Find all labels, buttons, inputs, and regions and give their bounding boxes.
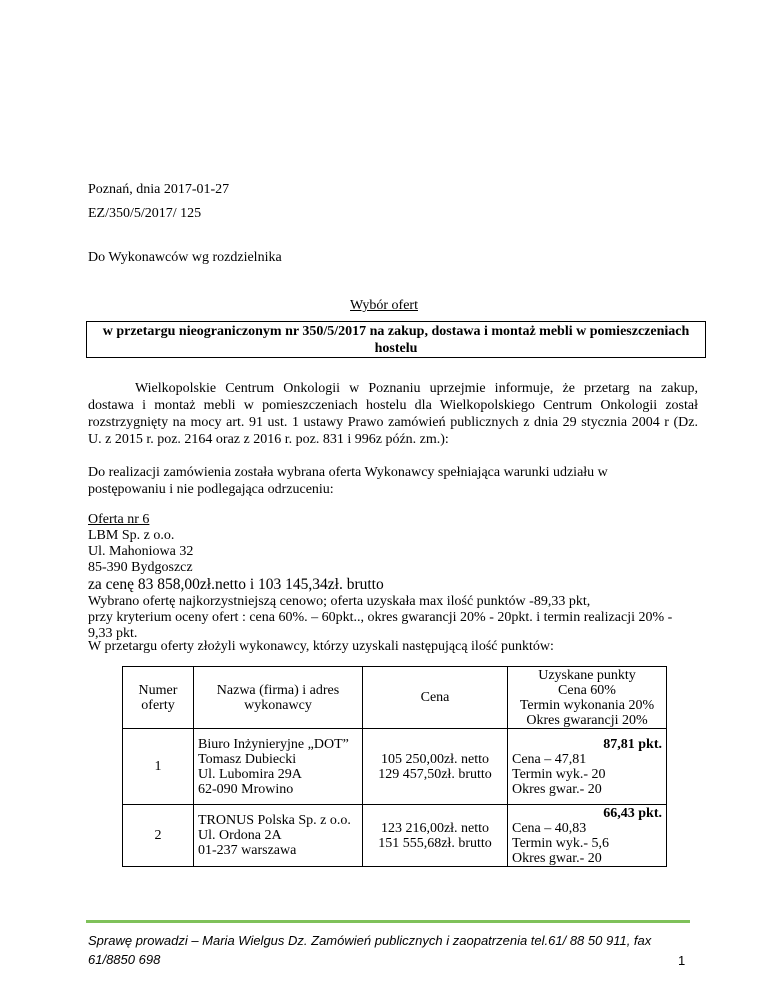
row-2-name-line-1: TRONUS Polska Sp. z o.o. [198, 813, 351, 828]
header-offer-number [123, 667, 194, 729]
row-1-number: 1 [123, 729, 194, 805]
header-price: Cena [363, 667, 508, 729]
intro-line-4: U. z 2015 r. poz. 2164 oraz z 2016 r. poz. 831 i 996z późn. zm.): [88, 432, 449, 447]
row-1-contractor [194, 729, 363, 805]
page-number: 1 [678, 953, 686, 968]
subject-box [86, 321, 706, 358]
addressee: Do Wykonawców wg rozdzielnika [88, 250, 282, 265]
header-points [508, 667, 667, 729]
intro-paragraph [88, 380, 698, 448]
selection-line-2: postępowaniu i nie podlegająca odrzuceniu: [88, 482, 334, 497]
document-title: Wybór ofert [350, 298, 418, 313]
header-num-line-2: oferty [141, 697, 175, 713]
header-contractor [194, 667, 363, 729]
header-name-line-1: Nazwa (firma) i adres [216, 682, 340, 698]
table-row [123, 729, 667, 805]
row-2-name-line-2: Ul. Ordona 2A [198, 828, 282, 843]
row-2-detail-term: Termin wyk.- 5,6 [512, 835, 610, 851]
winner-note-1: Wybrano ofertę najkorzystniejszą cenowo; oferta uzyskała max ilość punktów -89,33 pkt, [88, 594, 591, 609]
footer-contact [88, 931, 688, 969]
row-1-total-points: 87,81 pkt. [603, 736, 662, 752]
winner-city: 85-390 Bydgoszcz [88, 560, 193, 575]
intro-line-3: rozstrzygnięty na mocy art. 91 ust. 1 ustawy Prawo zamówień publicznych z dnia 29 stycznia 2004 r (Dz. [88, 415, 698, 430]
winner-price: za cenę 83 858,00zł.netto i 103 145,34zł. brutto [88, 576, 384, 593]
header-num-line-1: Numer [138, 682, 178, 698]
row-1-price-netto: 105 250,00zł. netto [380, 751, 490, 767]
row-2-name-line-3: 01-237 warszawa [198, 843, 297, 858]
footer-line-1: Sprawę prowadzi – Maria Wielgus Dz. Zamówień publicznych i zaopatrzenia tel.61/ 88 50 911, fax [88, 933, 652, 948]
header-name-line-2: wykonawcy [244, 697, 312, 713]
reference-number: EZ/350/5/2017/ 125 [88, 206, 202, 221]
selection-line-1: Do realizacji zamówienia została wybrana oferta Wykonawcy spełniająca warunki udziału w [88, 465, 608, 480]
row-1-name-line-2: Tomasz Dubiecki [198, 751, 297, 767]
winner-name: LBM Sp. z o.o. [88, 528, 175, 543]
row-2-number: 2 [123, 805, 194, 867]
winner-note-3: 9,33 pkt. [88, 626, 138, 641]
row-2-points [508, 805, 667, 867]
winner-offer-label: Oferta nr 6 [88, 512, 150, 527]
row-2-contractor [194, 805, 363, 867]
row-2-detail-warranty: Okres gwar.- 20 [512, 850, 602, 866]
intro-line-2: dostawa i montaż mebli w pomieszczeniach hostelu dla Wielkopolskiego Centrum Onkologii został [88, 398, 698, 413]
subject-line-2: hostelu [374, 341, 418, 356]
row-2-price-netto: 123 216,00zł. netto [380, 820, 490, 836]
row-1-price [363, 729, 508, 805]
winner-note-2: przy kryterium oceny ofert : cena 60%. – 60pkt.., okres gwarancji 20% - 20pkt. i termin realizacji 20% - [88, 610, 673, 625]
table-intro: W przetargu oferty złożyli wykonawcy, którzy uzyskali następującą ilość punktów: [88, 639, 554, 654]
table-header-row [123, 667, 667, 729]
footer-divider [86, 920, 690, 923]
header-pts-line-4: Okres gwarancji 20% [526, 712, 648, 728]
winner-block [88, 512, 698, 642]
header-pts-line-2: Cena 60% [558, 682, 616, 698]
table-row [123, 805, 667, 867]
row-1-detail-warranty: Okres gwar.- 20 [512, 781, 602, 797]
intro-line-1: Wielkopolskie Centrum Onkologii w Poznaniu uprzejmie informuje, że przetarg na zakup, [135, 381, 698, 396]
row-1-price-brutto: 129 457,50zł. brutto [378, 766, 492, 782]
row-2-total-points: 66,43 pkt. [603, 805, 662, 821]
row-1-name-line-4: 62-090 Mrowino [198, 781, 294, 797]
winner-street: Ul. Mahoniowa 32 [88, 544, 194, 559]
row-1-points [508, 729, 667, 805]
row-1-detail-price: Cena – 47,81 [512, 751, 587, 767]
row-2-price-brutto: 151 555,68zł. brutto [378, 835, 492, 851]
header-pts-line-3: Termin wykonania 20% [519, 697, 655, 713]
row-2-detail-price: Cena – 40,83 [512, 820, 587, 836]
row-2-price [363, 805, 508, 867]
place-date: Poznań, dnia 2017-01-27 [88, 182, 230, 197]
subject-line-1: w przetargu nieograniczonym nr 350/5/2017 na zakup, dostawa i montaż mebli w pomieszczeniach [102, 324, 690, 339]
row-1-name-line-1: Biuro Inżynieryjne „DOT” [198, 736, 349, 752]
row-1-detail-term: Termin wyk.- 20 [512, 766, 606, 782]
row-1-name-line-3: Ul. Lubomira 29A [198, 766, 302, 782]
selection-paragraph [88, 464, 698, 498]
header-pts-line-1: Uzyskane punkty [538, 667, 636, 683]
offers-table [122, 666, 667, 867]
footer-line-2: 61/8850 698 [88, 952, 161, 967]
